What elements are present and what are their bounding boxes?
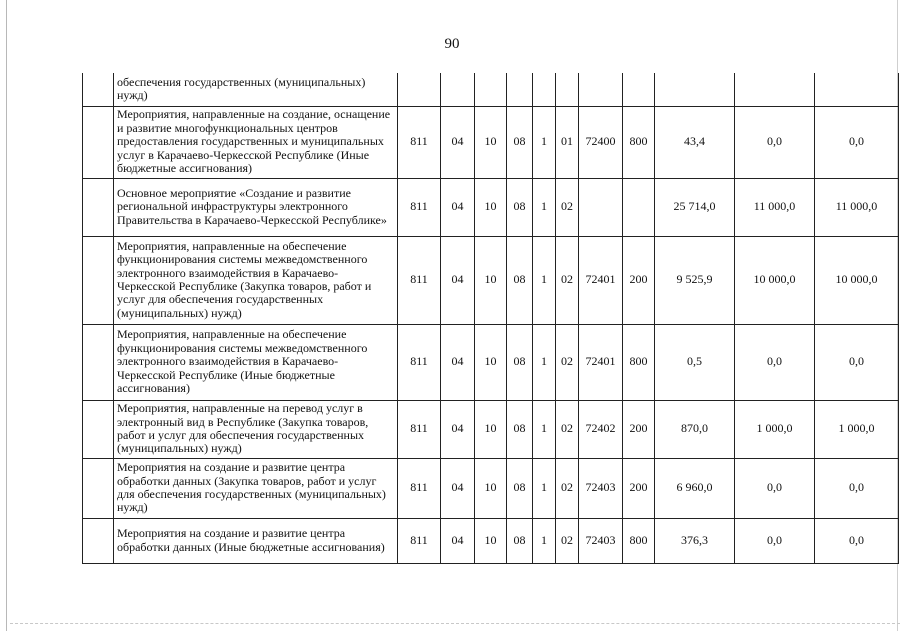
cell-sub: 1 <box>533 106 556 178</box>
cell-direction: 72403 <box>579 458 623 518</box>
cell-direction: 72401 <box>579 324 623 400</box>
cell-sum-1: 0,5 <box>655 324 735 400</box>
row-description: обеспечения государственных (муниципальных) нужд) <box>114 73 398 106</box>
row-index-cell <box>83 73 114 106</box>
table-row <box>83 400 899 458</box>
cell-section: 04 <box>441 518 475 563</box>
row-description: Мероприятия, направленные на создание, оснащение и развитие многофункциональных центров предоставления государственных и муниципальных услуг в Карачаево-Черкесской Республике (Иные бюджетные ассигнования) <box>114 106 398 178</box>
cell-sum-2: 0,0 <box>735 106 815 178</box>
cell-direction <box>579 73 623 106</box>
cell-sub <box>533 73 556 106</box>
cell-expense-type: 200 <box>623 236 655 324</box>
cell-sum-3: 0,0 <box>815 518 899 563</box>
cell-program: 08 <box>507 324 533 400</box>
cell-subsection: 10 <box>475 236 507 324</box>
row-index-cell <box>83 400 114 458</box>
cell-expense-type <box>623 178 655 236</box>
cell-direction: 72403 <box>579 518 623 563</box>
cell-admin: 811 <box>398 236 441 324</box>
cell-subsection: 10 <box>475 106 507 178</box>
row-index-cell <box>83 324 114 400</box>
cell-section: 04 <box>441 400 475 458</box>
row-description: Мероприятия на создание и развитие центра обработки данных (Закупка товаров, работ и услуг для обеспечения государственных (муниципальных) нужд) <box>114 458 398 518</box>
table-row <box>83 178 899 236</box>
scan-left-edge <box>6 0 7 631</box>
cell-program: 08 <box>507 458 533 518</box>
cell-expense-type: 800 <box>623 518 655 563</box>
cell-admin: 811 <box>398 458 441 518</box>
cell-expense-type: 800 <box>623 324 655 400</box>
cell-sum-1: 6 960,0 <box>655 458 735 518</box>
cell-sum-3: 0,0 <box>815 324 899 400</box>
cell-expense-type <box>623 73 655 106</box>
cell-sum-1 <box>655 73 735 106</box>
cell-sum-2: 0,0 <box>735 324 815 400</box>
cell-subsection <box>475 73 507 106</box>
cell-subsection: 10 <box>475 518 507 563</box>
cell-subsection: 10 <box>475 458 507 518</box>
table-row <box>83 106 899 178</box>
cell-section: 04 <box>441 324 475 400</box>
table-row <box>83 73 899 106</box>
table-row <box>83 518 899 563</box>
row-index-cell <box>83 518 114 563</box>
cell-sum-1: 870,0 <box>655 400 735 458</box>
row-description: Основное мероприятие «Создание и развитие региональной инфраструктуры электронного Правительства в Карачаево-Черкесской Республике» <box>114 178 398 236</box>
row-index-cell <box>83 106 114 178</box>
cell-sum-1: 25 714,0 <box>655 178 735 236</box>
cell-subsection: 10 <box>475 400 507 458</box>
cell-event <box>556 73 579 106</box>
cell-admin: 811 <box>398 178 441 236</box>
cell-section <box>441 73 475 106</box>
page-number: 90 <box>444 36 460 52</box>
cell-event: 02 <box>556 458 579 518</box>
table-row <box>83 236 899 324</box>
cell-subsection: 10 <box>475 324 507 400</box>
row-description: Мероприятия на создание и развитие центра обработки данных (Иные бюджетные ассигнования) <box>114 518 398 563</box>
row-index-cell <box>83 178 114 236</box>
row-description: Мероприятия, направленные на обеспечение функционирования системы межведомственного электронного взаимодействия в Карачаево-Черкесской Республике (Закупка товаров, работ и услуг для обеспечения государственных (муниципальных) нужд) <box>114 236 398 324</box>
cell-program: 08 <box>507 518 533 563</box>
cell-sum-3: 0,0 <box>815 458 899 518</box>
cell-direction: 72400 <box>579 106 623 178</box>
cell-admin: 811 <box>398 106 441 178</box>
budget-table <box>82 73 899 564</box>
cell-subsection: 10 <box>475 178 507 236</box>
cell-direction: 72401 <box>579 236 623 324</box>
cell-sum-3: 11 000,0 <box>815 178 899 236</box>
cell-program <box>507 73 533 106</box>
cell-section: 04 <box>441 178 475 236</box>
cell-admin <box>398 73 441 106</box>
cell-section: 04 <box>441 458 475 518</box>
table-row <box>83 458 899 518</box>
cell-sum-2 <box>735 73 815 106</box>
cell-sum-2: 11 000,0 <box>735 178 815 236</box>
cell-expense-type: 200 <box>623 400 655 458</box>
cell-sum-1: 9 525,9 <box>655 236 735 324</box>
cell-sub: 1 <box>533 518 556 563</box>
cell-program: 08 <box>507 178 533 236</box>
cell-sum-1: 376,3 <box>655 518 735 563</box>
cell-sub: 1 <box>533 400 556 458</box>
cell-event: 02 <box>556 178 579 236</box>
row-description: Мероприятия, направленные на перевод услуг в электронный вид в Республике (Закупка товаров, работ и услуг для обеспечения государственных (муниципальных) нужд) <box>114 400 398 458</box>
cell-sum-1: 43,4 <box>655 106 735 178</box>
cell-sub: 1 <box>533 324 556 400</box>
cell-event: 02 <box>556 400 579 458</box>
cell-sum-3: 0,0 <box>815 106 899 178</box>
cell-direction <box>579 178 623 236</box>
row-description: Мероприятия, направленные на обеспечение функционирования системы межведомственного электронного взаимодействия в Карачаево-Черкесской Республике (Иные бюджетные ассигнования) <box>114 324 398 400</box>
cell-sum-2: 0,0 <box>735 518 815 563</box>
cell-program: 08 <box>507 236 533 324</box>
cell-sub: 1 <box>533 458 556 518</box>
cell-event: 02 <box>556 236 579 324</box>
cell-direction: 72402 <box>579 400 623 458</box>
scan-bottom-edge <box>10 623 900 625</box>
cell-program: 08 <box>507 400 533 458</box>
cell-admin: 811 <box>398 324 441 400</box>
cell-sum-2: 10 000,0 <box>735 236 815 324</box>
cell-sum-3: 10 000,0 <box>815 236 899 324</box>
cell-admin: 811 <box>398 400 441 458</box>
cell-section: 04 <box>441 236 475 324</box>
table-row <box>83 324 899 400</box>
cell-event: 02 <box>556 324 579 400</box>
cell-sub: 1 <box>533 236 556 324</box>
cell-expense-type: 800 <box>623 106 655 178</box>
row-index-cell <box>83 458 114 518</box>
cell-admin: 811 <box>398 518 441 563</box>
cell-sum-2: 0,0 <box>735 458 815 518</box>
cell-sum-3: 1 000,0 <box>815 400 899 458</box>
cell-sub: 1 <box>533 178 556 236</box>
cell-expense-type: 200 <box>623 458 655 518</box>
row-index-cell <box>83 236 114 324</box>
cell-event: 01 <box>556 106 579 178</box>
cell-sum-2: 1 000,0 <box>735 400 815 458</box>
cell-sum-3 <box>815 73 899 106</box>
cell-section: 04 <box>441 106 475 178</box>
cell-event: 02 <box>556 518 579 563</box>
cell-program: 08 <box>507 106 533 178</box>
